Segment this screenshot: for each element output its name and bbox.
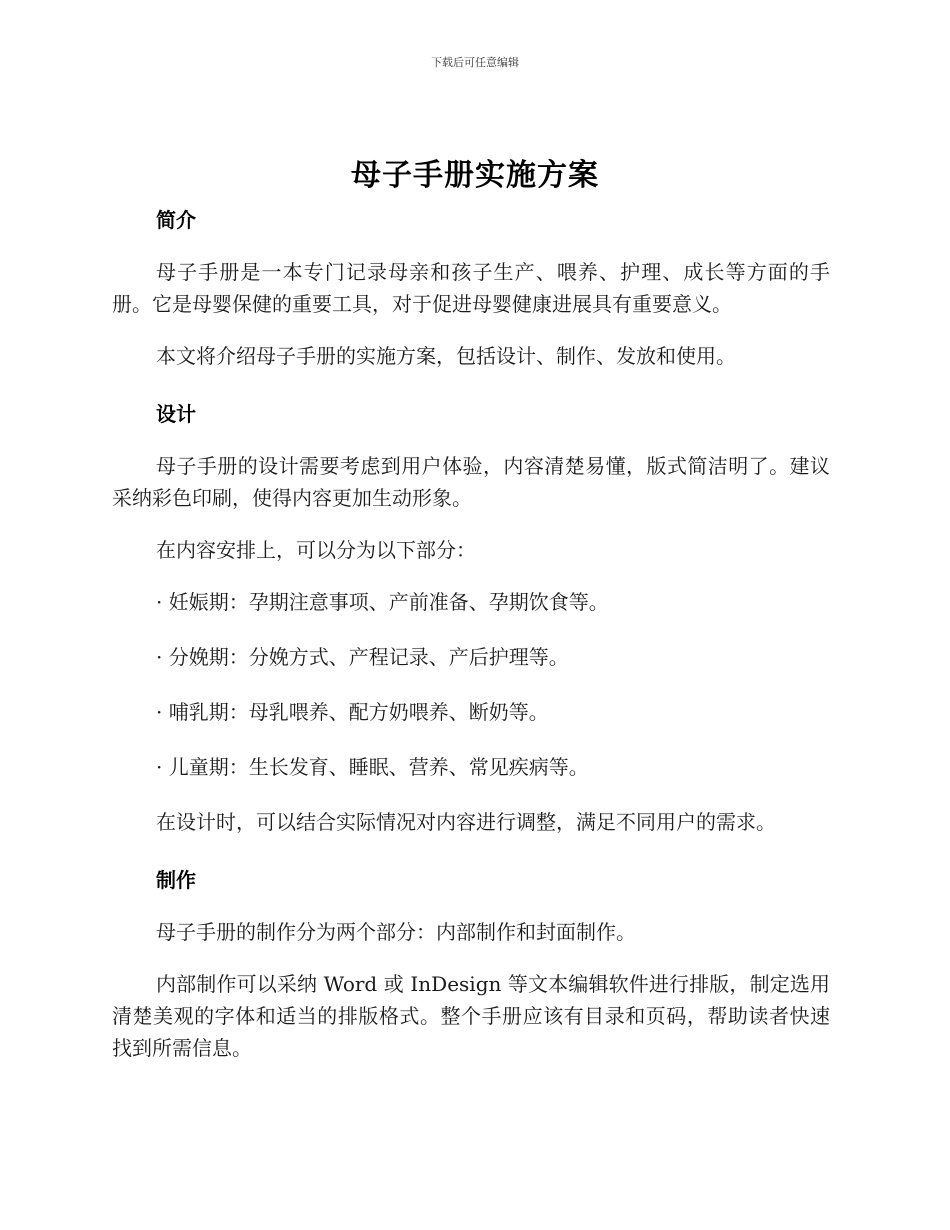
design-paragraph-2: 在内容安排上，可以分为以下部分： <box>156 538 476 562</box>
section-heading-intro: 简介 <box>156 208 196 232</box>
design-bullet-lactation: · 哺乳期：母乳喂养、配方奶喂养、断奶等。 <box>156 700 549 724</box>
intro-paragraph-1: 母子手册是一本专门记录母亲和孩子生产、喂养、护理、成长等方面的手册。它是母婴保健的重要工具，对于促进母婴健康进展具有重要意义。 <box>112 260 830 316</box>
section-heading-design: 设计 <box>156 402 196 426</box>
design-bullet-delivery: · 分娩期：分娩方式、产程记录、产后护理等。 <box>156 645 569 669</box>
production-paragraph-1: 母子手册的制作分为两个部分：内部制作和封面制作。 <box>156 920 636 944</box>
design-paragraph-1: 母子手册的设计需要考虑到用户体验，内容清楚易懂，版式简洁明了。建议采纳彩色印刷，使得内容更加生动形象。 <box>112 454 830 510</box>
production-paragraph-2: 内部制作可以采纳 Word 或 InDesign 等文本编辑软件进行排版，制定选用清楚美观的字体和适当的排版格式。整个手册应该有目录和页码，帮助读者快速找到所需信息。 <box>112 972 830 1060</box>
document-body <box>112 198 830 1084</box>
design-bullet-childhood: · 儿童期：生长发育、睡眠、营养、常见疾病等。 <box>156 755 589 779</box>
header-note: 下载后可任意编辑 <box>431 56 519 69</box>
intro-paragraph-2: 本文将介绍母子手册的实施方案，包括设计、制作、发放和使用。 <box>156 344 736 368</box>
section-heading-production: 制作 <box>156 868 196 892</box>
design-bullet-pregnancy: · 妊娠期：孕期注意事项、产前准备、孕期饮食等。 <box>156 590 609 614</box>
design-paragraph-3: 在设计时，可以结合实际情况对内容进行调整，满足不同用户的需求。 <box>156 810 776 834</box>
document-title: 母子手册实施方案 <box>351 158 599 193</box>
